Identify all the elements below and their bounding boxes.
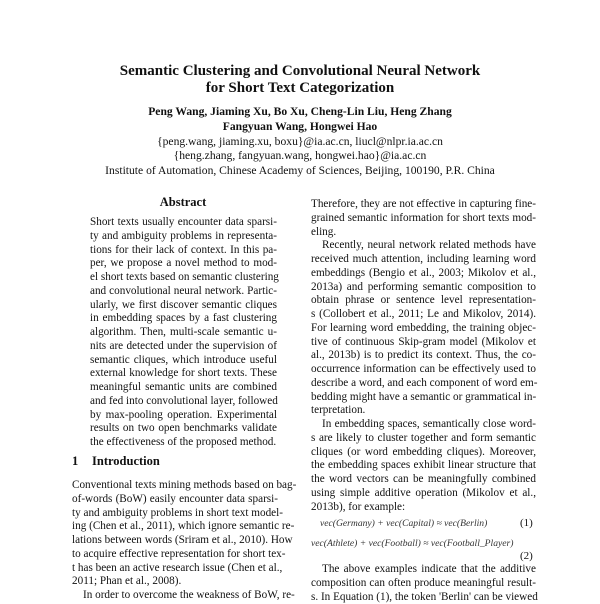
text-line: In embedding spaces, semantically close word- [311, 418, 536, 432]
authors-line-1: Peng Wang, Jiaming Xu, Bo Xu, Cheng-Lin Liu, Heng Zhang [0, 105, 600, 118]
text-line: tive of continuous Skip-gram model (Mikolov et [311, 336, 536, 350]
text-line: composition can often produce meaningful result- [311, 577, 536, 591]
text-line: terpretation. [311, 404, 536, 418]
text-line: tions for their lack of context. In this pa- [90, 244, 277, 258]
text-line: external knowledge for short texts. These [90, 367, 277, 381]
text-line: Therefore, they are not effective in capturing fine- [311, 198, 536, 212]
text-line: lations between words (Sriram et al., 2010). How [72, 534, 278, 548]
text-line: to acquire effective representation for short tex- [72, 548, 278, 562]
text-line: occurrence information can be effectively used to [311, 363, 536, 377]
text-line: and convolutional neural network. Partic- [90, 285, 277, 299]
intro-heading: Introduction [92, 454, 160, 469]
text-line: and fed into convolutional layer, followed [90, 395, 277, 409]
text-line: Conventional texts mining methods based on bag- [72, 479, 278, 493]
text-line: using simple additive operation (Mikolov et al., [311, 487, 536, 501]
intro-heading-number: 1 [72, 454, 78, 469]
text-line: nits are detected under the supervision of [90, 340, 277, 354]
paper-title-line-1: Semantic Clustering and Convolutional Neural Network [0, 63, 600, 80]
text-line: 2011; Phan et al., 2008). [72, 575, 278, 589]
text-line: by max-pooling operation. Experimental [90, 409, 277, 423]
equation-2: vec(Athlete) + vec(Football) ≈ vec(Football_Player) [311, 538, 513, 549]
intro-body [72, 479, 278, 603]
equation-2-number: (2) [520, 550, 533, 562]
institute: Institute of Automation, Chinese Academy of Sciences, Beijing, 100190, P.R. China [0, 164, 600, 177]
text-line: semantic cliques, which introduce useful [90, 354, 277, 368]
text-line: describe a word, and each component of word em- [311, 377, 536, 391]
text-line: Short texts usually encounter data sparsi- [90, 216, 277, 230]
emails-line-2: {heng.zhang, fangyuan.wang, hongwei.hao}@ia.ac.cn [0, 149, 600, 162]
abstract-heading: Abstract [150, 195, 216, 210]
text-line: meaningful semantic units are combined [90, 381, 277, 395]
emails-line-1: {peng.wang, jiaming.xu, boxu}@ia.ac.cn, liucl@nlpr.ia.ac.cn [0, 135, 600, 148]
text-line: ing (Chen et al., 2011), which ignore semantic re- [72, 520, 278, 534]
equation-1-number: (1) [520, 517, 533, 529]
text-line: obtain phrase or sentence level representation- [311, 294, 536, 308]
text-line: 2013b), for example: [311, 501, 536, 515]
text-line: algorithm. Then, multi-scale semantic u- [90, 326, 277, 340]
text-line: the effectiveness of the proposed method. [90, 436, 277, 450]
text-line: al., 2013b) is to predict its context. Thus, the co- [311, 349, 536, 363]
text-line: t has been an active research issue (Chen et al., [72, 562, 278, 576]
right-column-body [311, 198, 536, 514]
text-line: s (Collobert et al., 2011; Le and Mikolov, 2014). [311, 308, 536, 322]
text-line: The above examples indicate that the additive [311, 563, 536, 577]
text-line: bedding might have a semantic or grammatical in- [311, 391, 536, 405]
text-line: Recently, neural network related methods have [311, 239, 536, 253]
text-line: In order to overcome the weakness of BoW, re- [72, 589, 278, 603]
text-line: per, we propose a novel method to mod- [90, 257, 277, 271]
text-line: the word vectors can be meaningfully combined [311, 473, 536, 487]
text-line: s. In Equation (1), the token 'Berlin' can be viewed [311, 591, 536, 604]
text-line: of-words (BoW) easily encounter data sparsi- [72, 493, 278, 507]
text-line: results on two open benchmarks validate [90, 422, 277, 436]
abstract-body [90, 216, 277, 450]
text-line: ularly, we first discover semantic cliques [90, 299, 277, 313]
text-line: the embedding spaces exhibit linear structure that [311, 459, 536, 473]
text-line: eling. [311, 226, 536, 240]
text-line: received much attention, including learning word [311, 253, 536, 267]
text-line: s are likely to cluster together and form semantic [311, 432, 536, 446]
text-line: For learning word embedding, the training objec- [311, 322, 536, 336]
text-line: el short texts based on semantic clustering [90, 271, 277, 285]
equation-1: vec(Germany) + vec(Capital) ≈ vec(Berlin) [320, 518, 487, 529]
right-column-body-continued [311, 563, 536, 604]
text-line: 2013a) and performing semantic composition to [311, 281, 536, 295]
authors-line-2: Fangyuan Wang, Hongwei Hao [0, 120, 600, 133]
text-line: grained semantic information for short texts mod- [311, 212, 536, 226]
text-line: in embedding spaces by a fast clustering [90, 312, 277, 326]
text-line: embeddings (Bengio et al., 2003; Mikolov et al., [311, 267, 536, 281]
paper-title-line-2: for Short Text Categorization [0, 80, 600, 97]
text-line: ty and ambiguity problems in representa- [90, 230, 277, 244]
text-line: ty and ambiguity problems in short text model- [72, 507, 278, 521]
text-line: cliques (or word embedding cliques). Moreover, [311, 446, 536, 460]
